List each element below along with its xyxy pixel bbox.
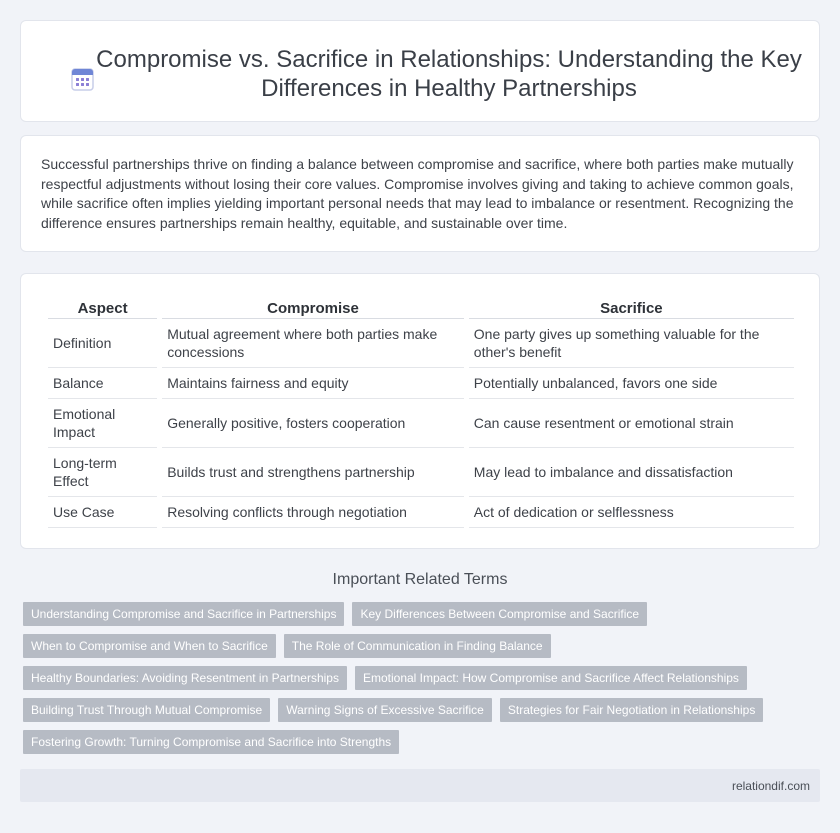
cell-compromise: Resolving conflicts through negotiation [162, 497, 464, 528]
cell-sacrifice: Can cause resentment or emotional strain [469, 399, 794, 448]
cell-sacrifice: May lead to imbalance and dissatisfaction [469, 448, 794, 497]
related-terms-title: Important Related Terms [332, 571, 508, 588]
related-term-tag[interactable]: Understanding Compromise and Sacrifice in Partnerships [23, 602, 344, 626]
related-term-tag[interactable]: Fostering Growth: Turning Compromise and Sacrifice into Strengths [23, 730, 399, 754]
table-row [48, 399, 794, 448]
header-aspect: Aspect [48, 295, 157, 319]
related-terms-list [23, 602, 803, 762]
intro-card [20, 135, 820, 252]
related-term-tag[interactable]: Key Differences Between Compromise and Sacrifice [352, 602, 647, 626]
cell-aspect: Balance [48, 368, 157, 399]
table-row [48, 497, 794, 528]
cell-sacrifice: Potentially unbalanced, favors one side [469, 368, 794, 399]
intro-paragraph: Successful partnerships thrive on finding a balance between compromise and sacrifice, where both parties make mutually respectful adjustments without losing their core values. Compromise involves giving and taking to achieve common goals, while sacrifice often implies yielding important personal needs that may lead to imbalance or resentment. Recognizing the difference ensures partnerships remain healthy, equitable, and sustainable over time. [41, 156, 794, 231]
cell-aspect: Long-term Effect [48, 448, 157, 497]
related-term-tag[interactable]: Warning Signs of Excessive Sacrifice [278, 698, 492, 722]
cell-sacrifice: One party gives up something valuable for the other's benefit [469, 319, 794, 368]
header-sacrifice: Sacrifice [469, 295, 794, 319]
table-row [48, 448, 794, 497]
related-term-tag[interactable]: Healthy Boundaries: Avoiding Resentment in Partnerships [23, 666, 347, 690]
cell-compromise: Generally positive, fosters cooperation [162, 399, 464, 448]
comparison-table-card [20, 273, 820, 549]
table-row [48, 368, 794, 399]
cell-compromise: Maintains fairness and equity [162, 368, 464, 399]
table-header-row [48, 295, 794, 319]
related-term-tag[interactable]: Building Trust Through Mutual Compromise [23, 698, 270, 722]
related-term-tag[interactable]: The Role of Communication in Finding Balance [284, 634, 551, 658]
related-term-tag[interactable]: Emotional Impact: How Compromise and Sacrifice Affect Relationships [355, 666, 747, 690]
cell-aspect: Emotional Impact [48, 399, 157, 448]
header-compromise: Compromise [162, 295, 464, 319]
cell-aspect: Definition [48, 319, 157, 368]
related-term-tag[interactable]: Strategies for Fair Negotiation in Relationships [500, 698, 763, 722]
table-row [48, 319, 794, 368]
footer-site-link[interactable]: relationdif.com [731, 779, 810, 793]
comparison-table [43, 295, 799, 528]
cell-aspect: Use Case [48, 497, 157, 528]
page-title: Compromise vs. Sacrifice in Relationships: Understanding the Key Differences in Healthy Partnerships [96, 46, 802, 102]
cell-compromise: Builds trust and strengthens partnership [162, 448, 464, 497]
cell-compromise: Mutual agreement where both parties make concessions [162, 319, 464, 368]
footer [20, 769, 820, 802]
related-term-tag[interactable]: When to Compromise and When to Sacrifice [23, 634, 276, 658]
title-card [20, 20, 820, 122]
cell-sacrifice: Act of dedication or selflessness [469, 497, 794, 528]
